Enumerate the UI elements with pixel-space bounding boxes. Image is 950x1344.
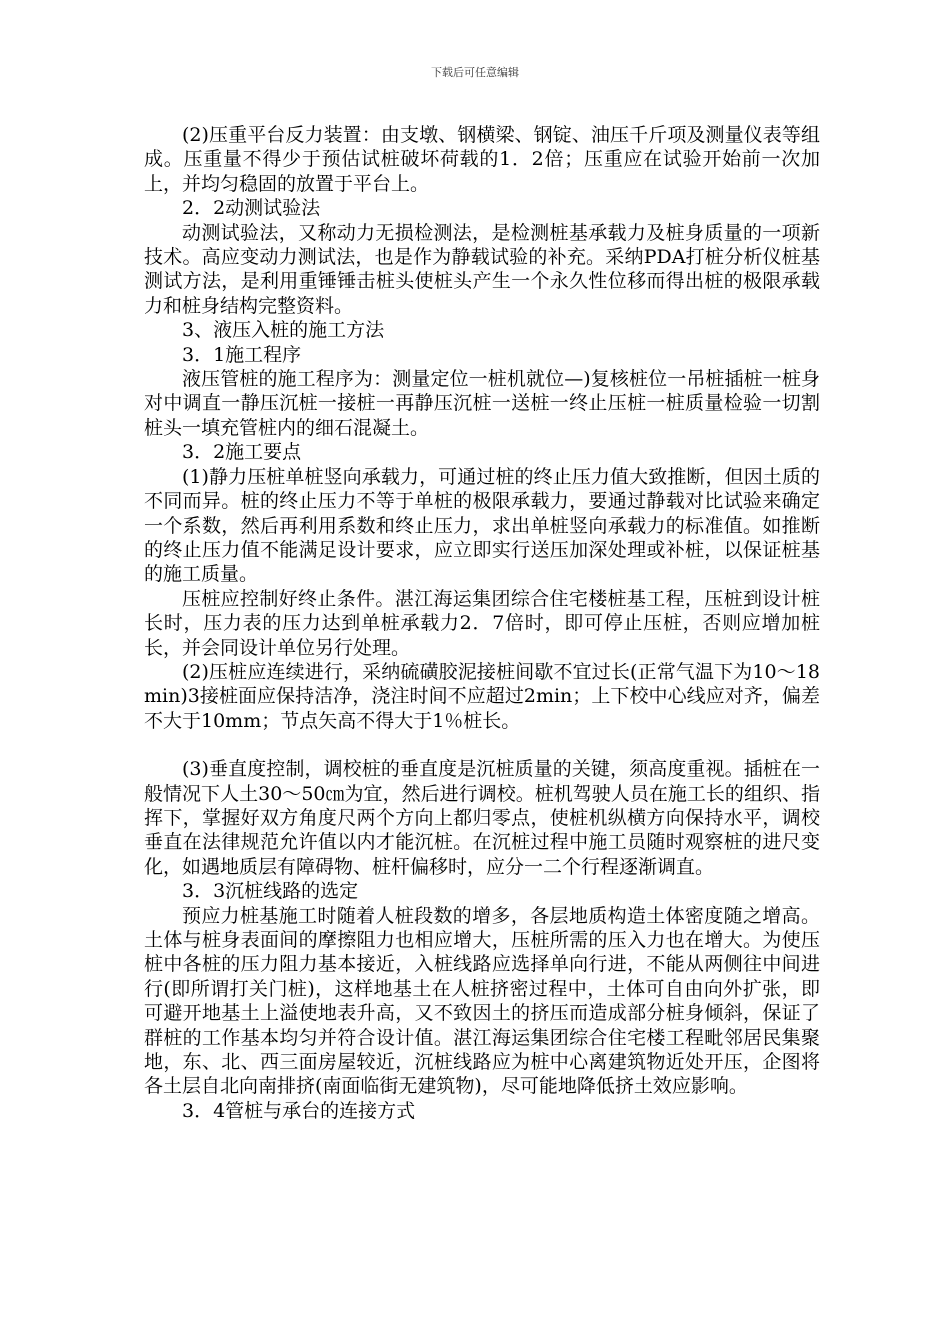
page-header: 下载后可任意编辑 (431, 66, 519, 79)
heading-3-1-procedure: 3．1施工程序 (182, 343, 302, 366)
document-body (144, 123, 820, 1123)
paragraph-counterweight-platform: (2)压重平台反力装置：由支墩、钢横梁、钢锭、油压千斤项及测量仪表等组成。压重量不得少于预估试桩破坏荷载的1．2倍；压重应在试验开始前一次加上，并均匀稳固的放置于平台上。 (144, 124, 820, 195)
paragraph-point-1: (1)静力压桩单桩竖向承载力，可通过桩的终止压力值大致推断，但因土质的不同而异。桩的终止压力不等于单桩的极限承载力，要通过静载对比试验来确定一个系数，然后再利用系数和终止压力，求出单桩竖向承载力的标准值。如推断的终止压力值不能满足设计要求，应立即实行送压加深处理或补桩，以保证桩基的施工质量。 (144, 465, 820, 586)
paragraph-procedure: 液压管桩的施工程序为：测量定位一桩机就位—)复核桩位一吊桩插桩一桩身对中调直一静压沉桩一接桩一再静压沉桩一送桩一终止压桩一桩质量检验一切割桩头一填充管桩内的细石混凝土。 (144, 368, 820, 439)
paragraph-point-3: (3)垂直度控制，调校桩的垂直度是沉桩质量的关键，须高度重视。插桩在一般情况下人土30～50㎝为宜，然后进行调校。桩机驾驶人员在施工长的组织、指挥下，掌握好双方角度尺两个方向上都归零点，使桩机纵横方向保持水平，调校垂直在法律规范允许值以内才能沉桩。在沉桩过程中施工员随时观察桩的进尺变化，如遇地质层有障碍物、桩杆偏移时，应分一二个行程逐渐调直。 (144, 758, 820, 878)
heading-3-3-route: 3．3沉桩线路的选定 (182, 880, 359, 903)
heading-3-2-key-points: 3．2施工要点 (182, 441, 302, 464)
heading-3-4-connection: 3．4管桩与承台的连接方式 (182, 1099, 416, 1122)
paragraph-dynamic-test: 动测试验法，又称动力无损检测法，是检测桩基承载力及桩身质量的一项新技术。高应变动力测试法，也是作为静载试验的补充。采纳PDA打桩分析仪桩基测试方法，是利用重锤锤击桩头使桩头产生一个永久性位移而得出桩的极限承载力和桩身结构完整资料。 (144, 221, 820, 317)
paragraph-route: 预应力桩基施工时随着人桩段数的增多，各层地质构造土体密度随之增高。土体与桩身表面间的摩擦阻力也相应增大，压桩所需的压入力也在增大。为使压桩中各桩的压力阻力基本接近，入桩线路应选择单向行进，不能从两侧往中间进行(即所谓打关门桩)，这样地基土在人桩挤密过程中，土体可自由向外扩张，即可避开地基土上溢使地表升高，又不致因土的挤压而造成部分桩身倾斜，保证了群桩的工作基本均匀并符合设计值。湛江海运集团综合住宅楼工程毗邻居民集聚地，东、北、西三面房屋较近，沉桩线路应为桩中心离建筑物近处开压，企图将各土层自北向南排挤(南面临街无建筑物)，尽可能地降低挤土效应影响。 (144, 904, 820, 1098)
paragraph-point-2: (2)压桩应连续进行，采纳硫磺胶泥接桩间歇不宜过长(正常气温下为10～18min)3接桩面应保持洁净，浇注时间不应超过2min；上下校中心线应对齐，偏差不大于10mm；节点矢高不得大于1％桩长。 (144, 660, 820, 732)
heading-3-hydraulic-method: 3、液压入桩的施工方法 (182, 319, 385, 342)
paragraph-termination: 压桩应控制好终止条件。湛江海运集团综合住宅楼桩基工程，压桩到设计桩长时，压力表的压力达到单桩承载力2．7倍时，即可停止压桩，否则应增加桩长，并会同设计单位另行处理。 (144, 587, 820, 659)
heading-2-2-dynamic-test: 2．2动测试验法 (182, 197, 321, 220)
